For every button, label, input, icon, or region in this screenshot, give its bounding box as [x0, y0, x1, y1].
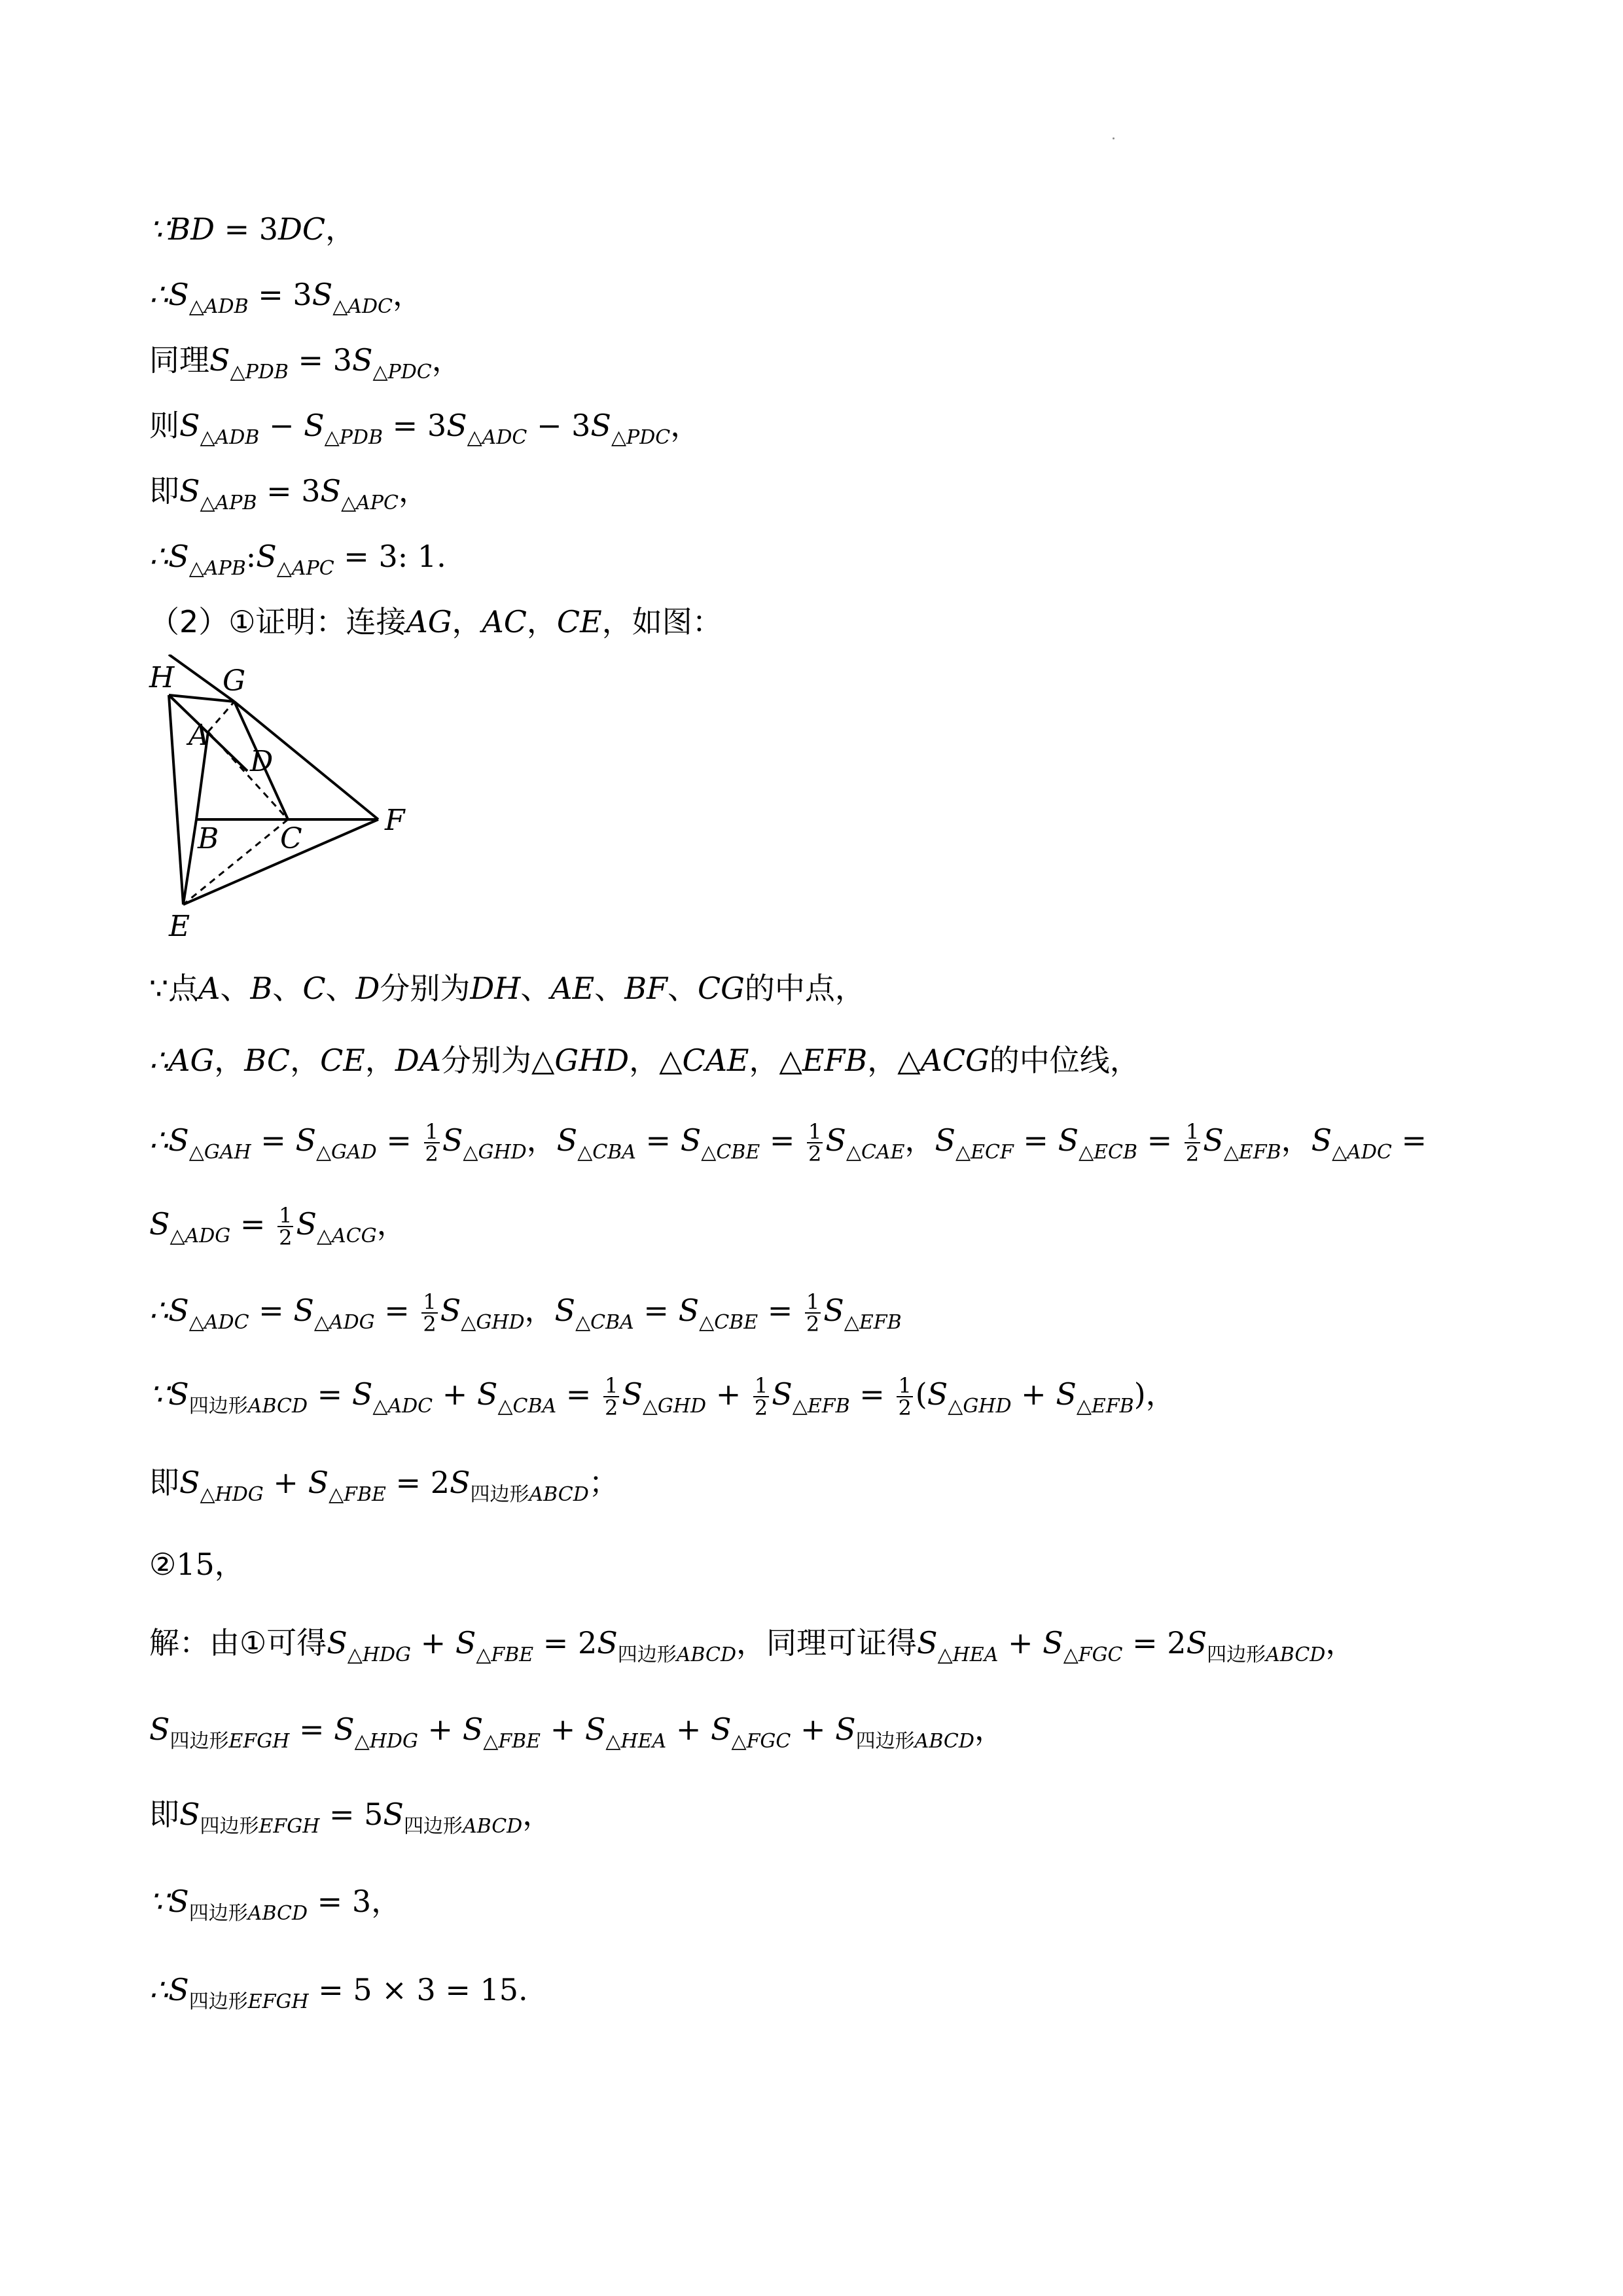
- proof-line-14: 即$S_{\triangle HDG} + S_{\triangle FBE} = 2S_{四边形ABCD}$；: [149, 1465, 619, 1506]
- label-D: D: [250, 745, 274, 778]
- proof-line-8: ∵点A、B、C、D分别为DH、AE、BF、CG的中点，: [149, 971, 865, 1006]
- proof-line-7: （2）①证明：连接AG，AC，CE，如图：: [149, 604, 722, 639]
- edge-BE: [183, 819, 196, 905]
- edge-EH: [169, 695, 183, 905]
- proof-line-5: 即$S_{\triangle APB} = 3S_{\triangle APC}$，: [149, 473, 429, 514]
- label-A: A: [188, 719, 209, 752]
- label-F: F: [385, 804, 405, 837]
- proof-line-10: $\therefore S_{\triangle GAH} = S_{\triangle GAD}$ = $\frac{1}{2}$ $S_{\triangle GHD}$，$S_{\triangle CBA} = S_{\triangle CBE}$ = $\frac{1}{2}$ $S_{\triangle CAE}$，$S_{\triangle ECF} = S_{\triangle ECB}$ = $\frac{1}{2}$ $S_{\triangle EFB}$，$S_{\triangle ADC}$ =: [149, 1119, 1427, 1166]
- proof-line-19: $\because S_{四边形ABCD} = 3$，: [149, 1884, 402, 1925]
- proof-line-12: $\therefore S_{\triangle ADC} = S_{\triangle ADG}$ = $\frac{1}{2}$ $S_{\triangle GHD}$，$S_{\triangle CBA} = S_{\triangle CBE}$ = $\frac{1}{2}$ $S_{\triangle EFB}$: [149, 1289, 902, 1336]
- proof-line-15: ②15，: [149, 1547, 245, 1582]
- label-C: C: [280, 822, 302, 855]
- proof-line-6: $\therefore S_{\triangle APB}:S_{\triangle APC} = 3$: 1.: [149, 539, 446, 580]
- proof-line-20: $\therefore S_{四边形EFGH} = 5 \times 3 = 15$.: [149, 1972, 528, 2013]
- proof-line-4: 则$S_{\triangle ADB} - S_{\triangle PDB} = 3S_{\triangle ADC} - 3S_{\triangle PDC}$，: [149, 408, 701, 449]
- label-H: H: [149, 661, 175, 694]
- scan-speck: [1113, 137, 1115, 139]
- proof-line-17: $S_{四边形EFGH} = S_{\triangle HDG} + S_{\triangle FBE} + S_{\triangle HEA} + S_{\triangle FGC} + S_{四边形ABCD}$，: [149, 1712, 1005, 1753]
- proof-line-11: $S_{\triangle ADG}$ = $\frac{1}{2}$ $S_{\triangle ACG}$，: [149, 1203, 407, 1250]
- proof-line-16: 解：由①可得$S_{\triangle HDG} + S_{\triangle FBE} = 2S_{四边形ABCD}$，同理可证得$S_{\triangle HEA} + S_{\triangle FGC} = 2S_{四边形ABCD}$，: [149, 1625, 1356, 1666]
- proof-line-1: ∵BD = 3DC，: [149, 211, 356, 247]
- label-B: B: [198, 822, 219, 855]
- proof-line-9: ∴AG，BC，CE，DA分别为△GHD，△CAE，△EFB，△ACG的中位线，: [149, 1043, 1140, 1078]
- quadrilateral-figure: [137, 655, 425, 949]
- proof-line-2: $\therefore S_{\triangle ADB} = 3S_{\triangle ADC}$，: [149, 277, 423, 318]
- dashed-AG: [208, 702, 234, 732]
- dashed-AC: [208, 732, 288, 819]
- label-E: E: [169, 910, 190, 943]
- proof-line-18: 即$S_{四边形EFGH} = 5S_{四边形ABCD}$，: [149, 1797, 553, 1838]
- label-G: G: [223, 664, 246, 698]
- proof-line-3: 同理$S_{\triangle PDB} = 3S_{\triangle PDC}$，: [149, 342, 462, 384]
- proof-line-13: $\because S_{四边形ABCD} = S_{\triangle ADC} + S_{\triangle CBA}$ = $\frac{1}{2}$ $S_{\triangle GHD}$ + $\frac{1}{2}$ $S_{\triangle EFB}$ = $\frac{1}{2}$ $(S_{\triangle GHD} + S_{\triangle EFB})$，: [149, 1373, 1176, 1420]
